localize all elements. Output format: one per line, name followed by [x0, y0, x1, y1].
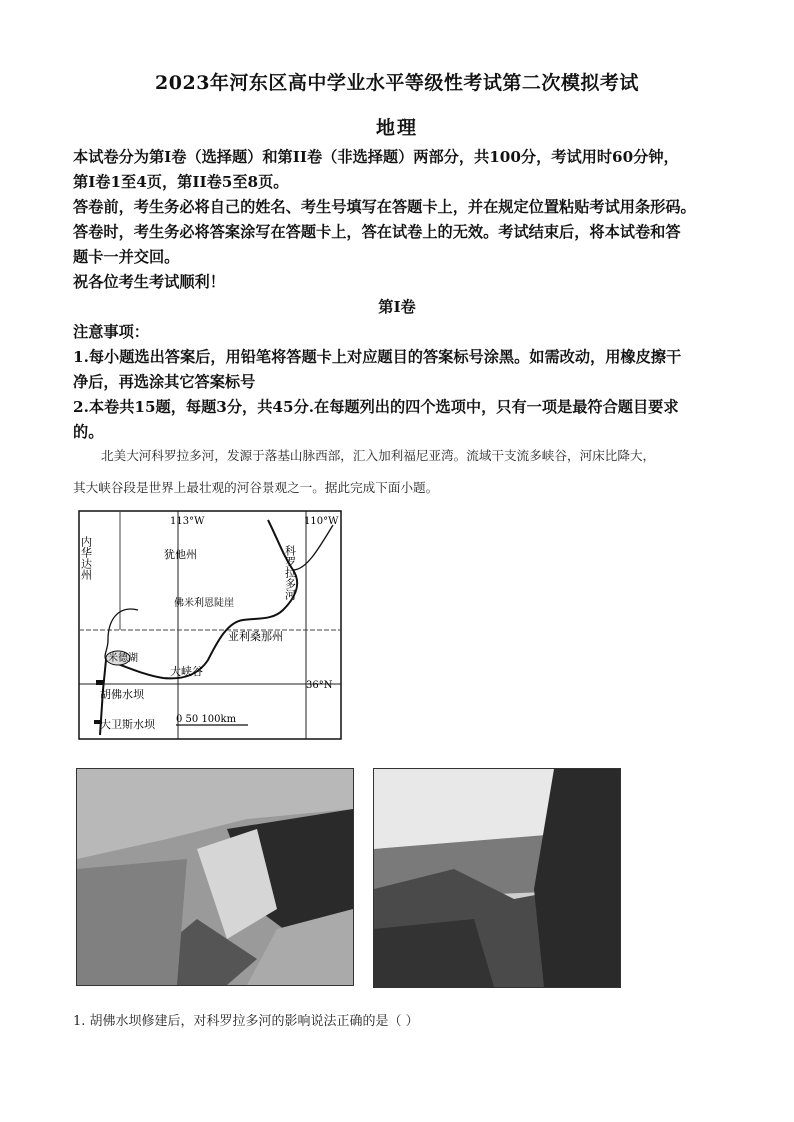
instruction-line: 答卷时，考生务必将答案涂写在答题卡上，答在试卷上的无效。考试结束后，将本试卷和答 [73, 223, 681, 241]
canyon-photo-art [374, 769, 620, 987]
hoover-dam-photo [76, 768, 354, 986]
utah-label: 犹他州 [164, 548, 197, 561]
subject-title: 地理 [375, 117, 418, 139]
lon-113-label: 113°W [170, 516, 205, 527]
instruction-line: 题卡一并交回。 [73, 248, 180, 266]
vermilion-cliffs-label: 佛米利恩陡崖 [174, 598, 234, 609]
map-svg [78, 510, 342, 740]
note-line: 净后，再选涂其它答案标号 [73, 373, 256, 391]
nevada-label: 内华达州 [79, 536, 93, 580]
passage-line: 北美大河科罗拉多河，发源于落基山脉西部，汇入加利福尼亚湾。流域干支流多峡谷，河床比降大， [101, 448, 656, 463]
passage-line: 其大峡谷段是世界上最壮观的河谷景观之一。据此完成下面小题。 [73, 480, 439, 495]
lat-36-label: 36°N [306, 680, 333, 691]
lon-110-label: 110°W [304, 516, 339, 527]
scale-label: 0 50 100km [176, 714, 237, 725]
hoover-dam-label: 胡佛水坝 [100, 688, 144, 701]
note-line: 的。 [73, 423, 104, 441]
notes-block [73, 320, 733, 445]
passage [73, 440, 733, 504]
note-line: 2.本卷共15题，每题3分，共45分.在每题列出的四个选项中，只有一项是最符合题目要求 [73, 398, 679, 416]
instructions-block [73, 145, 733, 295]
instruction-line: 本试卷分为第Ⅰ卷（选择题）和第II卷（非选择题）两部分，共100分，考试用时60分钟， [73, 148, 679, 166]
lake-mead-label: 米德湖 [108, 653, 138, 664]
davis-dam-label: 大卫斯水坝 [100, 718, 155, 731]
hoover-dam-marker [96, 680, 104, 685]
map-frame [79, 511, 341, 739]
instruction-line: 答卷前，考生务必将自己的姓名、考生号填写在答题卡上，并在规定位置粘贴考试用条形码。 [73, 198, 696, 216]
grand-canyon-photo [373, 768, 621, 988]
notes-title: 注意事项： [73, 323, 149, 341]
arizona-label: 亚利桑那州 [228, 630, 283, 643]
dam-photo-art [77, 769, 353, 985]
note-line: 1.每小题选出答案后，用铅笔将答题卡上对应题目的答案标号涂黑。如需改动，用橡皮擦干 [73, 348, 682, 366]
canyon-label: 大峡谷 [170, 665, 203, 678]
exam-title: 2023年河东区高中学业水平等级性考试第二次模拟考试 [155, 72, 639, 94]
section-heading: 第Ⅰ卷 [378, 298, 416, 316]
question-1: 1. 胡佛水坝修建后，对科罗拉多河的影响说法正确的是（ ） [73, 1014, 419, 1029]
colorado-river-label: 科罗拉多河 [283, 545, 297, 600]
colorado-river-map [78, 510, 342, 740]
instruction-line: 祝各位考生考试顺利！ [73, 273, 225, 291]
instruction-line: 第Ⅰ卷1至4页，第II卷5至8页。 [73, 173, 289, 191]
